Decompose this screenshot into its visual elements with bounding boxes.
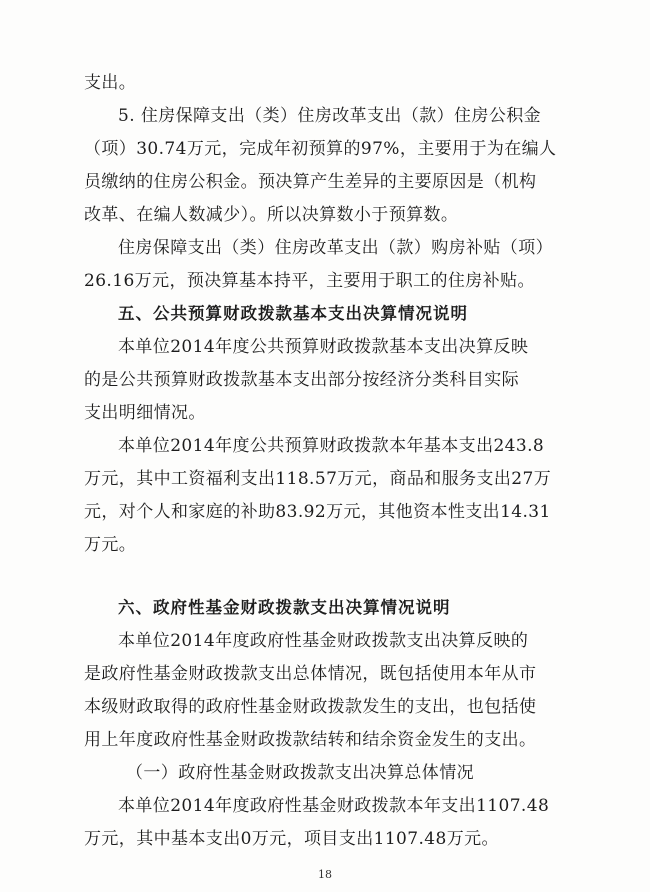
text-line: 万元，其中工资福利支出118.57万元，商品和服务支出27万 [84, 469, 552, 489]
subsection-heading: （一）政府性基金财政拨款支出决算总体情况 [126, 763, 474, 783]
text-line: 本级财政取得的政府性基金财政拨款发生的支出，也包括使 [84, 697, 537, 717]
text-line: （项）30.74万元，完成年初预算的97%，主要用于为在编人 [84, 139, 557, 159]
text-line: 是政府性基金财政拨款支出总体情况，既包括使用本年从市 [84, 664, 537, 684]
text-line: 元，对个人和家庭的补助83.92万元，其他资本性支出14.31 [84, 502, 551, 522]
text-line: 5. 住房保障支出（类）住房改革支出（款）住房公积金 [118, 106, 542, 126]
section-heading-six: 六、政府性基金财政拨款支出决算情况说明 [118, 598, 451, 617]
text-line: 26.16万元，预决算基本持平，主要用于职工的住房补贴。 [84, 271, 535, 291]
text-line: 住房保障支出（类）住房改革支出（款）购房补贴（项） [118, 238, 553, 258]
section-heading-five: 五、公共预算财政拨款基本支出决算情况说明 [118, 304, 468, 323]
text-line: 支出。 [84, 73, 137, 93]
text-line: 改革、在编人数减少）。所以决算数小于预算数。 [84, 205, 459, 225]
text-line: 员缴纳的住房公积金。预决算产生差异的主要原因是（机构 [84, 172, 537, 192]
text-line: 的是公共预算财政拨款基本支出部分按经济分类科目实际 [84, 370, 519, 390]
text-line: 本单位2014年度政府性基金财政拨款本年支出1107.48 [118, 796, 550, 816]
text-line: 本单位2014年度公共预算财政拨款基本支出决算反映 [118, 337, 529, 357]
text-line: 用上年度政府性基金财政拨款结转和结余资金发生的支出。 [84, 730, 537, 750]
text-line: 本单位2014年度公共预算财政拨款本年基本支出243.8 [118, 436, 545, 456]
page-number: 18 [318, 868, 332, 881]
text-line: 万元，其中基本支出0万元，项目支出1107.48万元。 [84, 829, 499, 849]
text-line: 支出明细情况。 [84, 403, 206, 423]
text-line: 万元。 [84, 535, 137, 555]
text-line: 本单位2014年度政府性基金财政拨款支出决算反映的 [118, 631, 529, 651]
